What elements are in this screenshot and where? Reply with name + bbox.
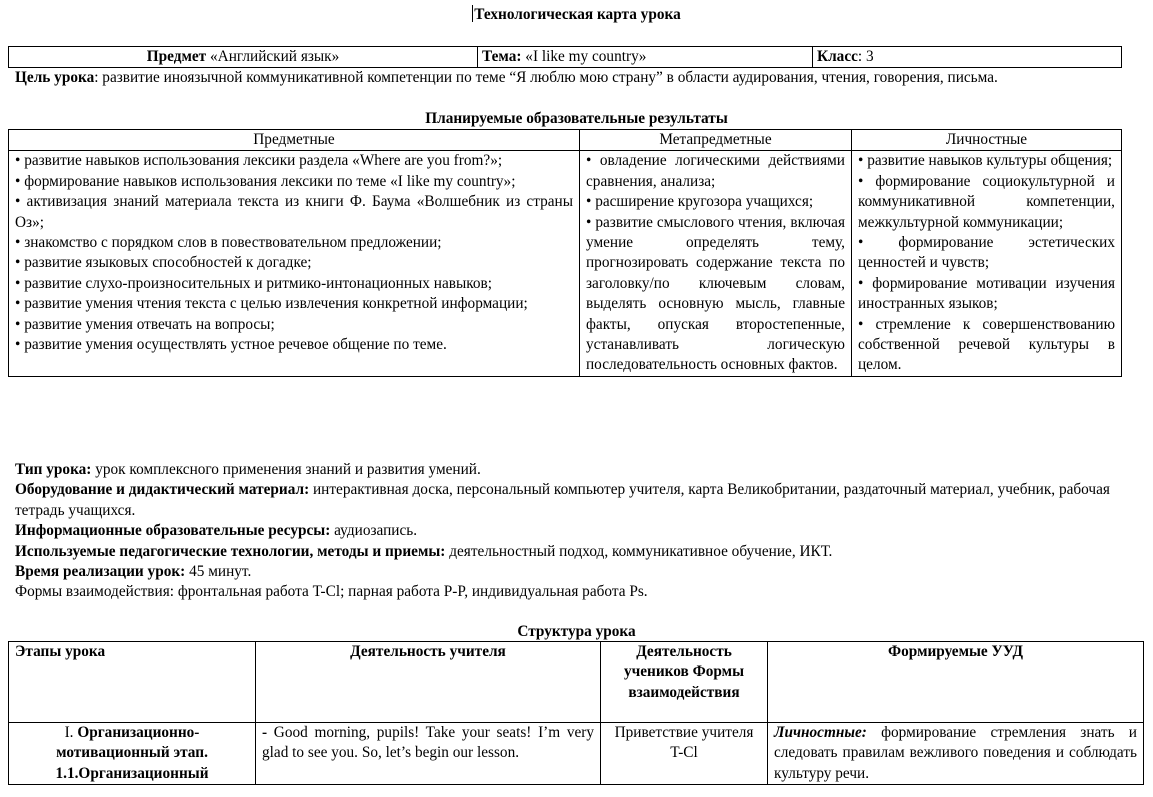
result-item: • формирование социокультурной и коммуникативной компетенции, межкультурной коммуникации; — [858, 172, 1115, 233]
personal-results — [852, 151, 1122, 376]
duration: Время реализации урок: 45 минут. — [15, 563, 252, 581]
pupils-cell: Приветствие учителя T-Cl — [601, 723, 768, 785]
result-item: • развитие навыков культуры общения; — [858, 151, 1115, 171]
subject-cell: Предмет «Английский язык» — [9, 47, 478, 68]
result-item: • развитие слухо-произносительных и ритмико-интонационных навыков; — [15, 274, 573, 294]
header-meta: Метапредметные — [580, 130, 852, 151]
technologies: Используемые педагогические технологии, методы и приемы: деятельностный подход, коммуникативное обучение, ИКТ. — [15, 542, 833, 560]
meta-results — [580, 151, 852, 376]
class-cell: Класс: 3 — [813, 47, 1122, 68]
result-item: • развитие навыков использования лексики раздела «Where are you from?»; — [15, 151, 573, 171]
planned-results-table — [8, 129, 1122, 377]
lesson-info — [15, 460, 1115, 603]
header-subject: Предметные — [9, 130, 580, 151]
result-item: • активизация знаний материала текста из книги Ф. Баума «Волшебник из страны Оз»; — [15, 192, 573, 233]
result-item: • развитие умения отвечать на вопросы; — [15, 315, 573, 335]
result-item: • развитие умения чтения текста с целью извлечения конкретной информации; — [15, 294, 573, 314]
result-item: • формирование эстетических ценностей и чувств; — [858, 233, 1115, 274]
structure-title: Структура урока — [517, 623, 636, 640]
stage-cell: I. Организационно-мотивационный этап. 1.1.Организационный — [9, 723, 256, 785]
lesson-goal: Цель урока: развитие иноязычной коммуникативной компетенции по теме “Я люблю мою страну” в области аудирования, чтения, говорения, письма. — [15, 69, 998, 86]
lesson-header-table — [8, 46, 1122, 68]
header-pupils: Деятельность учеников Формы взаимодействия — [601, 642, 768, 723]
document-title: Технологическая карта урока — [474, 6, 681, 23]
equipment: Оборудование и дидактический материал: интерактивная доска, персональный компьютер учителя, карта Великобритании, раздаточный материал, учебник, рабочая тетрадь учащихся. — [15, 481, 1110, 519]
header-uud: Формируемые УУД — [768, 642, 1144, 723]
result-item: • развитие языковых способностей к догадке; — [15, 253, 573, 273]
result-item: • формирование навыков использования лексики по теме «I like my country»; — [15, 172, 573, 192]
subject-results — [9, 151, 580, 376]
planned-results-title: Планируемые образовательные результаты — [425, 110, 728, 127]
result-item: • расширение кругозора учащихся; — [586, 192, 845, 212]
result-item: • развитие умения осуществлять устное речевое общение по теме. — [15, 335, 573, 355]
uud-cell: Личностные: формирование стремления знать и следовать правилам вежливого поведения и соблюдать культуру речи. — [768, 723, 1144, 785]
result-item: • знакомство с порядком слов в повествовательном предложении; — [15, 233, 573, 253]
result-item: • стремление к совершенствованию собственной речевой культуры в целом. — [858, 315, 1115, 376]
result-item: • овладение логическими действиями сравнения, анализа; — [586, 151, 845, 192]
header-personal: Личностные — [852, 130, 1122, 151]
lesson-type: Тип урока: урок комплексного применения знаний и развития умений. — [15, 461, 481, 478]
topic-cell: Тема: «I like my country» — [478, 47, 813, 68]
result-item: • развитие смыслового чтения, включая умение определять тему, прогнозировать содержание текста по заголовку/по ключевым словам, выделять основную мысль, главные факты, опуская второстепенные, устанавливать логическую последовательность основных фактов. — [586, 213, 845, 376]
resources: Информационные образовательные ресурсы: аудиозапись. — [15, 522, 418, 540]
structure-table — [8, 641, 1144, 785]
header-teacher: Деятельность учителя — [256, 642, 601, 723]
teacher-cell: - Good morning, pupils! Take your seats! I’m very glad to see you. So, let’s begin our lesson. — [256, 723, 601, 785]
header-stages: Этапы урока — [9, 642, 256, 723]
interaction-forms: Формы взаимодействия: фронтальная работа T-Cl; парная работа P-P, индивидуальная работа Ps. — [15, 583, 648, 601]
result-item: • формирование мотивации изучения иностранных языков; — [858, 274, 1115, 315]
